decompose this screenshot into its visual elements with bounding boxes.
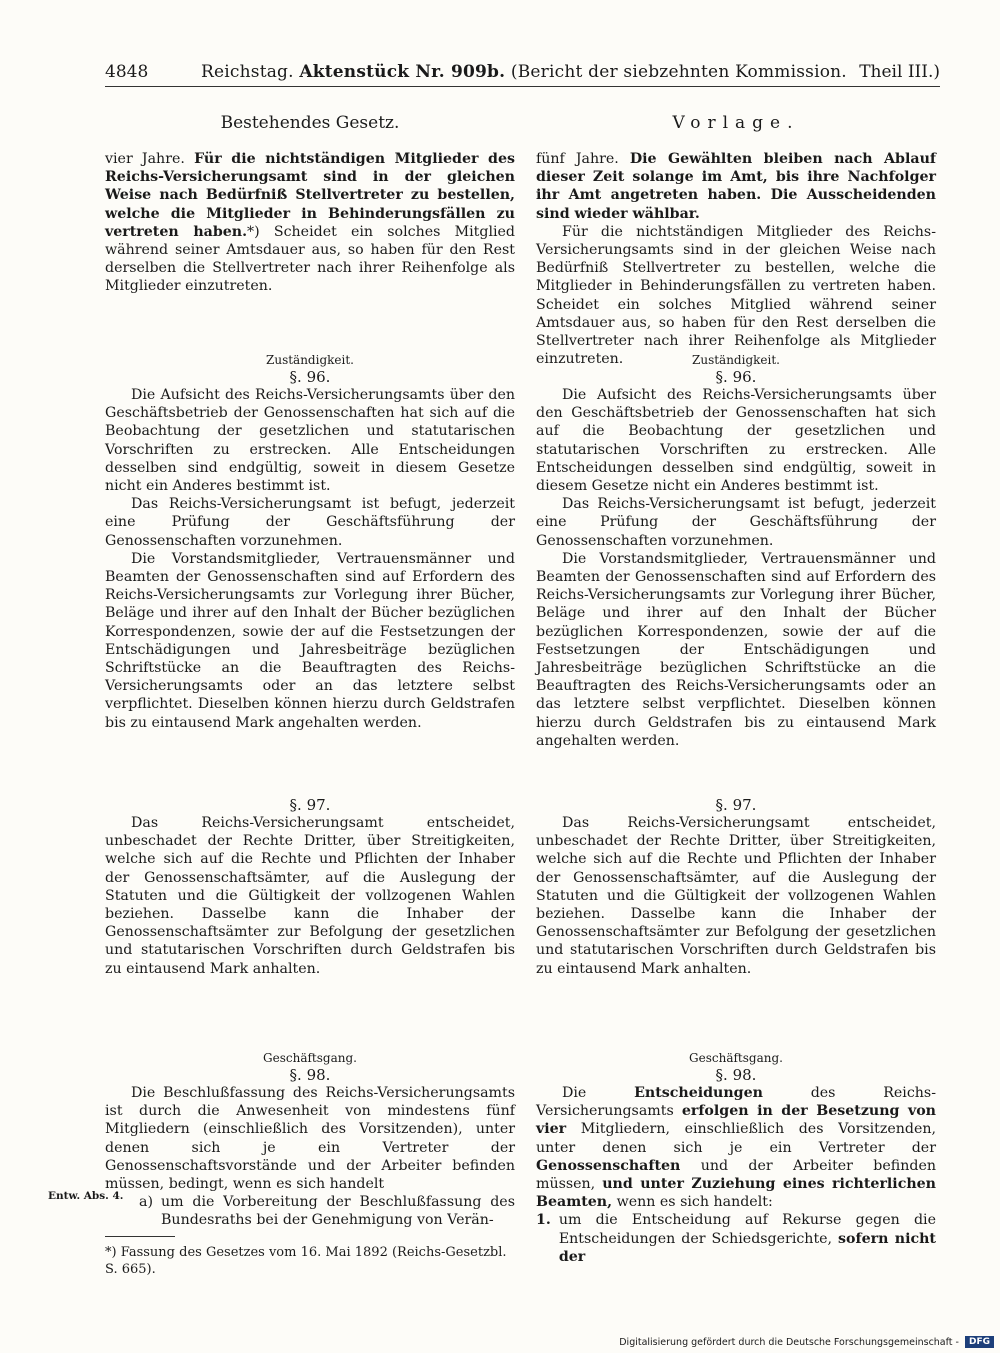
credit-text: Digitalisierung gefördert durch die Deutsche Forschungsgemeinschaft - [619,1336,959,1348]
paragraph-number: §. 96. [715,368,757,386]
paragraph-text: Die Entscheidungen des Reichs-Versicherungsamts erfolgen in der Besetzung von vier Mitgliedern, einschließlich des Vorsitzenden, unter denen sich je ein Vertreter der Genossenschaften und der Arbeiter befinden müssen, und unter Zuziehung eines richterlichen Beamten, wenn es sich handelt: [536,1085,936,1211]
left-intro-block [105,150,515,296]
paragraph-text: Die Aufsicht des Reichs-Versicherungsamts über den Geschäftsbetrieb der Genossenschaften hat sich auf die Beobachtung der gesetzlichen und statutarischen Vorschriften zu erstrecken. Alle Entscheidungen desselben sind endgültig, soweit in diesem Gesetze nicht ein Anderes bestimmt ist. [536,387,936,495]
header-doc-number: Aktenstück Nr. 909b. [299,62,506,82]
right-section-96 [536,352,936,750]
left-section-97 [105,796,515,978]
header-part: Theil III.) [859,62,940,82]
list-item [536,1211,936,1266]
header-prefix: Reichstag. [201,62,294,82]
paragraph-text: Das Reichs-Versicherungsamt ist befugt, jederzeit eine Prüfung der Geschäftsführung der Genossenschaften vorzunehmen. [105,496,515,549]
paragraph-text: Für die nichtständigen Mitglieder des Reichs-Versicherungsamts sind in der gleichen Weise nach Bedürfniß Stellvertreter zu bestellen, welche die Mitglieder in Behinderungsfällen zu vertreten haben. Scheidet ein solches Mitglied während seiner Amtsdauer aus, so haben für den Rest derselben die Stellvertreter nach ihrer Reihenfolge als Mitglieder einzutreten. [536,223,936,368]
right-column-heading: Vorlage. [672,113,800,133]
paragraph-text: Das Reichs-Versicherungsamt entscheidet, unbeschadet der Rechte Dritter, über Streitigkeiten, welche sich auf die Rechte und Pflichten der Inhaber der Genossenschaftsämter, auf die Auslegung der Statuten und die Gültigkeit der vollzogenen Wahlen beziehen. Dasselbe kann die Inhaber der Genossenschaftsämter zur Befolgung der gesetzlichen und statutarischen Vorschriften durch Geldstrafen bis zu eintausend Mark anhalten. [105,815,515,977]
digitization-credit [606,1336,994,1348]
list-text: um die Entscheidung auf Rekurse gegen die Entscheidungen der Schiedsgerichte, sofern nicht der [558,1212,936,1265]
footnote: *) Fassung des Gesetzes vom 16. Mai 1892 (Reichs-Gesetzbl. S. 665). [105,1245,507,1277]
right-intro-block [536,150,936,368]
paragraph-text: Die Vorstandsmitglieder, Vertrauensmänner und Beamten der Genossenschaften sind auf Erfordern des Reichs-Versicherungsamts zur Vorlegung ihrer Bücher, Beläge und ihrer auf den Inhalt der Bücher bezüglichen Korrespondenzen, sowie der auf die Festsetzungen der Entschädigungen und Jahresbeiträge bezüglichen Schriftstücke an die Beauftragten des Reichs-Versicherungsamts oder an das letztere selbst verpflichtet. Dieselben können hierzu durch Geldstrafen bis zu eintausend Mark angehalten werden. [536,550,936,749]
list-text: um die Vorbereitung der Beschlußfassung des Bundesraths bei der Genehmigung von Verän- [161,1194,515,1229]
paragraph-number: §. 98. [289,1066,331,1084]
dfg-logo: DFG [965,1336,994,1348]
right-section-97 [536,796,936,978]
paragraph-text: Das Reichs-Versicherungsamt ist befugt, jederzeit eine Prüfung der Geschäftsführung der Genossenschaften vorzunehmen. [536,496,936,549]
list-marker: a) [139,1194,153,1211]
header-rule [105,86,940,87]
margin-note: Entw. Abs. 4. [48,1190,124,1202]
list-item [105,1193,515,1229]
left-section-96 [105,352,515,732]
header-note: (Bericht der siebzehnten Kommission. [510,62,847,82]
list-marker: 1. [536,1212,551,1229]
paragraph-number: §. 98. [715,1066,757,1084]
right-intro-paragraph: fünf Jahre. Die Gewählten bleiben nach Ablauf dieser Zeit solange im Amt, bis ihre Nachfolger ihr Amt angetreten haben. Die Ausscheidenden sind wieder wählbar. [536,151,936,222]
paragraph-number: §. 97. [289,796,331,814]
footnote-rule [105,1236,175,1237]
left-intro-paragraph: vier Jahre. Für die nichtständigen Mitglieder des Reichs-Versicherungsamt sind in der gleichen Weise nach Bedürfniß Stellvertreter zu bestellen, welche die Mitglieder in Behinderungsfällen zu vertreten haben.*) Scheidet ein solches Mitglied während seiner Amtsdauer aus, so haben für den Rest derselben die Stellvertreter nach ihrer Reihenfolge als Mitglieder einzutreten. [105,151,515,295]
section-title: Geschäftsgang. [263,1051,357,1065]
paragraph-text: Die Beschlußfassung des Reichs-Versicherungsamts ist durch die Anwesenheit von mindestens fünf Mitgliedern (einschließlich des Vorsitzenden), unter denen sich je ein Vertreter der Genossenschaftsvorstände und der Arbeiter befinden müssen, bedingt, wenn es sich handelt [105,1085,515,1193]
section-title: Zuständigkeit. [692,353,780,367]
paragraph-text: Das Reichs-Versicherungsamt entscheidet, unbeschadet der Rechte Dritter, über Streitigkeiten, welche sich auf die Rechte und Pflichten der Inhaber der Genossenschaftsämter, auf die Auslegung der Statuten und die Gültigkeit der vollzogenen Wahlen beziehen. Dasselbe kann die Inhaber der Genossenschaftsämter zur Befolgung der gesetzlichen und statutarischen Vorschriften durch Geldstrafen bis zu eintausend Mark anhalten. [536,815,936,977]
paragraph-text: Die Aufsicht des Reichs-Versicherungsamts über den Geschäftsbetrieb der Genossenschaften hat sich auf die Beobachtung der gesetzlichen und statutarischen Vorschriften zu erstrecken. Alle Entscheidungen desselben sind endgültig, soweit in diesem Gesetze nicht ein Anderes bestimmt ist. [105,387,515,495]
header-title [201,62,847,82]
left-column-heading: Bestehendes Gesetz. [220,113,400,133]
left-section-98 [105,1050,515,1230]
paragraph-number: §. 97. [715,796,757,814]
section-title: Geschäftsgang. [689,1051,783,1065]
section-title: Zuständigkeit. [266,353,354,367]
paragraph-number: §. 96. [289,368,331,386]
paragraph-text: Die Vorstandsmitglieder, Vertrauensmänner und Beamten der Genossenschaften sind auf Erfordern des Reichs-Versicherungsamts zur Vorlegung ihrer Bücher, Beläge und ihrer auf den Inhalt der Bücher bezüglichen Korrespondenzen, sowie der auf die Festsetzungen der Entschädigungen und Jahresbeiträge bezüglichen Schriftstücke an die Beauftragten des Reichs-Versicherungsamts oder an das letztere selbst verpflichtet. Dieselben können hierzu durch Geldstrafen bis zu eintausend Mark angehalten werden. [105,550,515,731]
page-number: 4848 [105,62,149,82]
right-section-98 [536,1050,936,1266]
